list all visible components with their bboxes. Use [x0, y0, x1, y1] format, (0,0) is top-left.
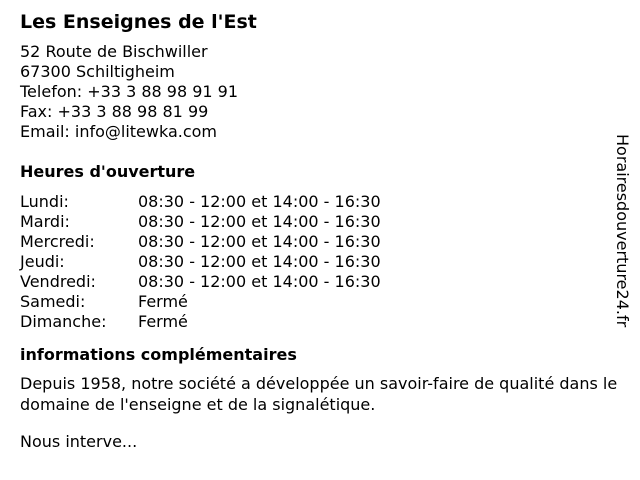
day-label: Samedi:: [20, 292, 86, 311]
contact-block: [20, 42, 620, 142]
hours-row-tuesday: [20, 212, 620, 232]
day-hours: Fermé: [138, 312, 188, 331]
day-label: Dimanche:: [20, 312, 107, 331]
fax-number: Fax: +33 3 88 98 81 99: [20, 102, 209, 121]
address-street: 52 Route de Bischwiller: [20, 42, 208, 61]
company-description: Depuis 1958, notre société a développée un savoir-faire de qualité dans le domaine de l'enseigne et de la signalétique.: [20, 374, 618, 414]
address-city: 67300 Schiltigheim: [20, 62, 175, 81]
opening-hours-heading: Heures d'ouverture: [20, 162, 196, 181]
hours-row-saturday: [20, 292, 620, 312]
hours-row-thursday: [20, 252, 620, 272]
day-hours: 08:30 - 12:00 et 14:00 - 16:30: [138, 252, 381, 271]
day-hours: 08:30 - 12:00 et 14:00 - 16:30: [138, 192, 381, 211]
email-address: Email: info@litewka.com: [20, 122, 218, 141]
hours-row-wednesday: [20, 232, 620, 252]
day-label: Mardi:: [20, 212, 70, 231]
watermark-text: Horairesdouverture24.fr: [613, 134, 632, 328]
phone-number: Telefon: +33 3 88 98 91 91: [20, 82, 239, 101]
day-label: Vendredi:: [20, 272, 96, 291]
truncated-description: Nous interve...: [20, 432, 138, 451]
business-name: Les Enseignes de l'Est: [20, 11, 257, 33]
day-label: Lundi:: [20, 192, 69, 211]
hours-row-monday: [20, 192, 620, 212]
day-label: Jeudi:: [20, 252, 65, 271]
day-hours: 08:30 - 12:00 et 14:00 - 16:30: [138, 232, 381, 251]
site-watermark: [612, 134, 632, 344]
day-hours: 08:30 - 12:00 et 14:00 - 16:30: [138, 212, 381, 231]
day-hours: Fermé: [138, 292, 188, 311]
additional-info-heading: informations complémentaires: [20, 345, 297, 364]
day-label: Mercredi:: [20, 232, 95, 251]
day-hours: 08:30 - 12:00 et 14:00 - 16:30: [138, 272, 381, 291]
hours-row-friday: [20, 272, 620, 292]
business-info-card: [20, 10, 620, 452]
hours-row-sunday: [20, 312, 620, 332]
opening-hours-table: [20, 192, 620, 332]
